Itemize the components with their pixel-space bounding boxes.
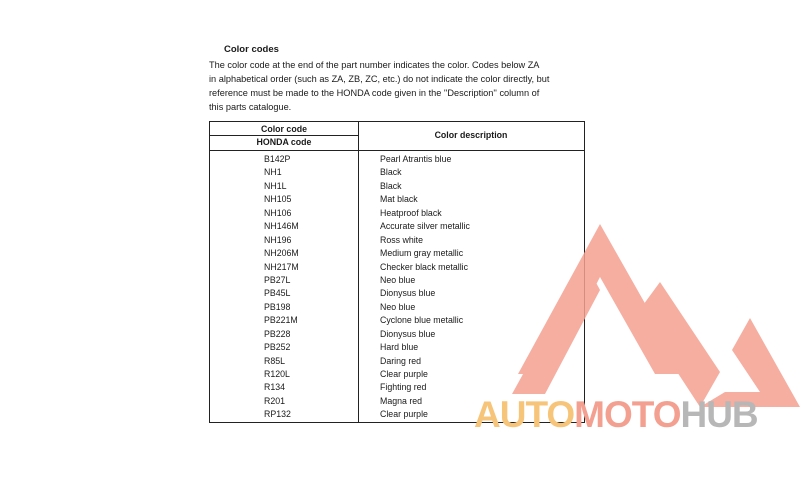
header-color-code: Color code — [261, 124, 307, 134]
honda-code-cell: R85L — [264, 355, 286, 366]
honda-code-cell: NH105 — [264, 194, 292, 205]
table-row — [210, 154, 584, 167]
honda-code-cell: PB45L — [264, 288, 291, 299]
color-description-cell: Neo blue — [380, 301, 416, 312]
color-description-cell: Black — [380, 167, 402, 178]
table-row — [210, 208, 584, 221]
table-row — [210, 167, 584, 180]
honda-code-cell: PB228 — [264, 328, 291, 339]
honda-code-cell: R120L — [264, 369, 290, 379]
color-description-cell: Checker black metallic — [380, 261, 468, 272]
color-description-cell: Clear purple — [380, 409, 428, 420]
header-color-description: Color description — [434, 130, 508, 140]
honda-code-cell: NH206M — [264, 248, 299, 259]
honda-code-cell: NH217M — [264, 261, 299, 272]
color-description-cell: Mat black — [380, 194, 418, 205]
honda-code-cell: NH196 — [264, 234, 292, 245]
color-description-cell: Heatproof black — [380, 207, 442, 218]
table-row — [210, 181, 584, 194]
intro-line: this parts catalogue. — [209, 102, 292, 112]
header-divider — [210, 150, 584, 151]
honda-code-cell: PB198 — [264, 301, 291, 312]
watermark-hub: HUB — [680, 394, 758, 435]
color-description-cell: Dionysus blue — [380, 288, 436, 299]
color-description-cell: Cyclone blue metallic — [380, 315, 464, 326]
honda-code-cell: NH1L — [264, 180, 287, 191]
color-description-cell: Fighting red — [380, 382, 427, 393]
honda-code-cell: B142P — [264, 154, 291, 164]
color-description-cell: Daring red — [380, 355, 422, 366]
intro-line: in alphabetical order (such as ZA, ZB, ZC, etc.) do not indicate the color directly, but — [209, 74, 550, 84]
honda-code-cell: PB27L — [264, 274, 291, 285]
honda-code-cell: NH1 — [264, 167, 282, 178]
color-description-cell: Magna red — [380, 395, 423, 406]
honda-code-cell: PB252 — [264, 342, 291, 353]
table-row — [210, 194, 584, 207]
honda-code-cell: RP132 — [264, 409, 291, 420]
header-subdivider — [210, 135, 358, 136]
watermark-wordmark — [474, 394, 758, 436]
color-description-cell: Hard blue — [380, 342, 419, 353]
color-description-cell: Medium gray metallic — [380, 248, 464, 259]
color-description-cell: Ross white — [380, 234, 424, 245]
section-heading: Color codes — [224, 44, 279, 55]
color-description-cell: Dionysus blue — [380, 328, 436, 339]
watermark-auto: AUTO — [474, 394, 575, 435]
intro-line: The color code at the end of the part number indicates the color. Codes below ZA — [209, 60, 540, 70]
intro-line: reference must be made to the HONDA code given in the ''Description'' column of — [209, 88, 540, 98]
color-description-cell: Neo blue — [380, 274, 416, 285]
header-honda-code: HONDA code — [256, 137, 312, 147]
color-description-cell: Pearl Atrantis blue — [380, 154, 452, 164]
honda-code-cell: NH106 — [264, 207, 292, 218]
color-description-cell: Black — [380, 180, 402, 191]
watermark-moto: MOTO — [574, 394, 681, 435]
honda-code-cell: PB221M — [264, 315, 298, 326]
color-description-cell: Accurate silver metallic — [380, 221, 470, 232]
honda-code-cell: R201 — [264, 395, 286, 406]
honda-code-cell: R134 — [264, 382, 286, 393]
intro-paragraph — [209, 58, 587, 114]
color-description-cell: Clear purple — [380, 369, 428, 379]
honda-code-cell: NH146M — [264, 221, 299, 232]
